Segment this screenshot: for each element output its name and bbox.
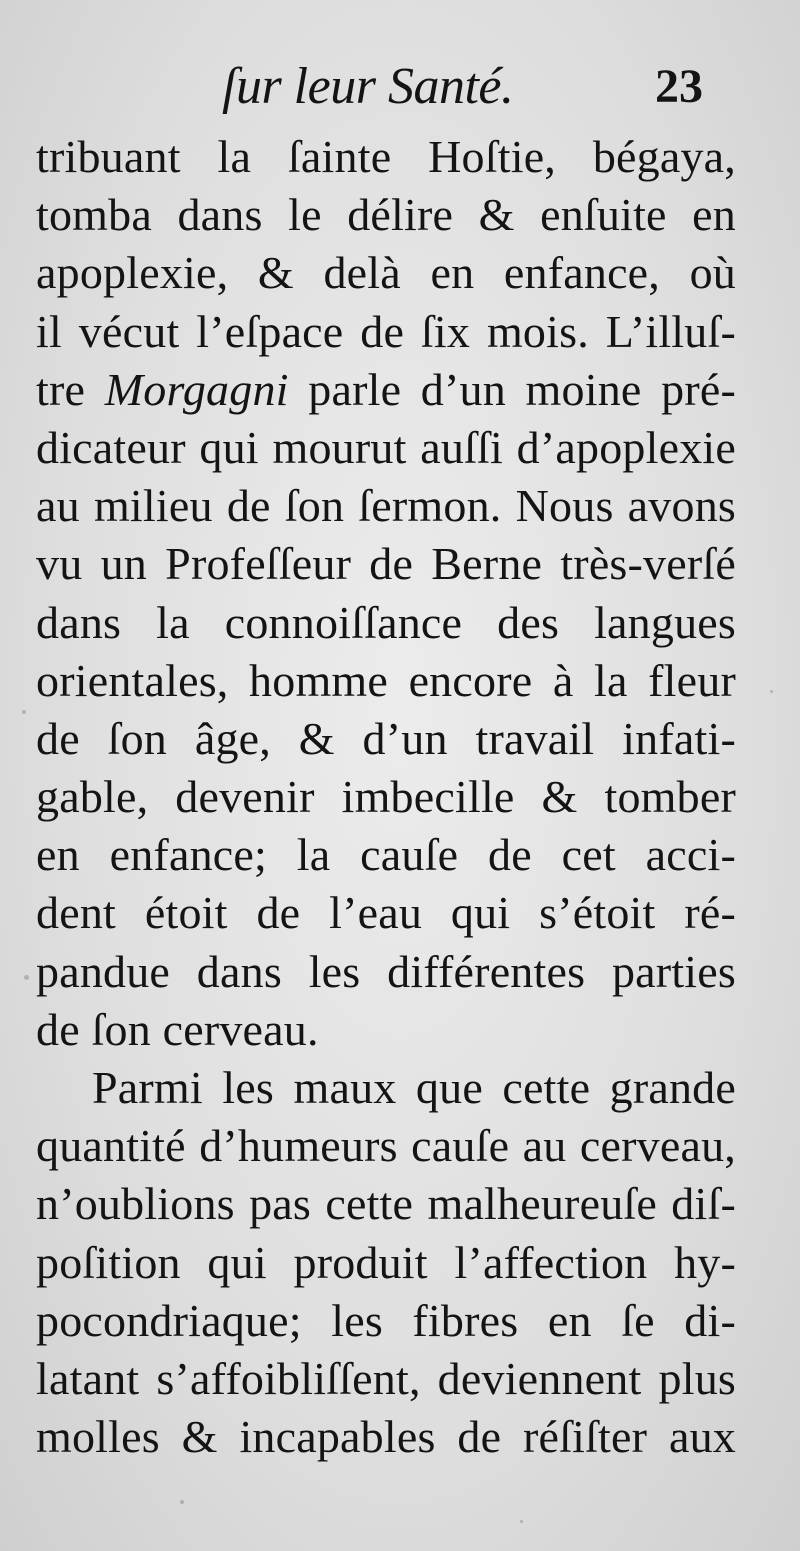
text-line: tribuant la ſainte Hoſtie, bégaya, bbox=[36, 131, 736, 182]
text-fragment: tre bbox=[36, 363, 105, 415]
text-line: il vécut l’eſpace de ſix mois. L’illuſ- bbox=[36, 305, 736, 357]
text-line: en enfance; la cauſe de cet acci- bbox=[36, 829, 736, 881]
text-line: poſition qui produit l’affection hy- bbox=[36, 1236, 736, 1288]
text-line: pandue dans les différentes parties bbox=[36, 945, 736, 997]
running-title: ſur leur Santé. bbox=[222, 58, 514, 115]
page-number: 23 bbox=[655, 60, 703, 113]
text-line: dent étoit de l’eau qui s’étoit ré- bbox=[36, 887, 736, 939]
text-line: n’oublions pas cette malheureuſe diſ- bbox=[36, 1178, 736, 1230]
text-line: vu un Profeſſeur de Berne très-verſé bbox=[36, 538, 736, 590]
page-header bbox=[0, 52, 800, 122]
text-line: quantité d’humeurs cauſe au cerveau, bbox=[36, 1120, 736, 1172]
text-line-with-name bbox=[36, 361, 736, 419]
paragraph-start-line: Parmi les maux que cette grande bbox=[92, 1062, 736, 1113]
paper-speck bbox=[180, 1500, 184, 1504]
text-fragment: parle d’un moine pré- bbox=[288, 363, 736, 415]
text-line: apoplexie, & delà en enfance, où bbox=[36, 247, 736, 299]
text-line: dicateur qui mourut auſſi d’apoplexie bbox=[36, 421, 736, 473]
text-line: orientales, homme encore à la fleur bbox=[36, 654, 736, 706]
text-line: latant s’affoibliſſent, deviennent plus bbox=[36, 1352, 736, 1404]
paper-speck bbox=[22, 710, 26, 714]
text-line: molles & incapables de réſiſter aux bbox=[36, 1411, 736, 1463]
paragraph-end-line: de ſon cerveau. bbox=[36, 1003, 319, 1055]
text-line: pocondriaque; les fibres en ſe di- bbox=[36, 1294, 736, 1346]
text-line: dans la connoiſſance des langues bbox=[36, 596, 736, 648]
paper-speck bbox=[770, 690, 773, 693]
paper-speck bbox=[24, 975, 29, 980]
body-text bbox=[36, 128, 736, 1466]
text-line: au milieu de ſon ſermon. Nous avons bbox=[36, 480, 736, 532]
text-line: tomba dans le délire & enſuite en bbox=[36, 189, 736, 241]
paper-speck bbox=[520, 1520, 523, 1523]
author-name-italic: Morgagni bbox=[104, 363, 289, 415]
text-line: gable, devenir imbecille & tomber bbox=[36, 771, 736, 823]
text-line: de ſon âge, & d’un travail infati- bbox=[36, 712, 736, 764]
